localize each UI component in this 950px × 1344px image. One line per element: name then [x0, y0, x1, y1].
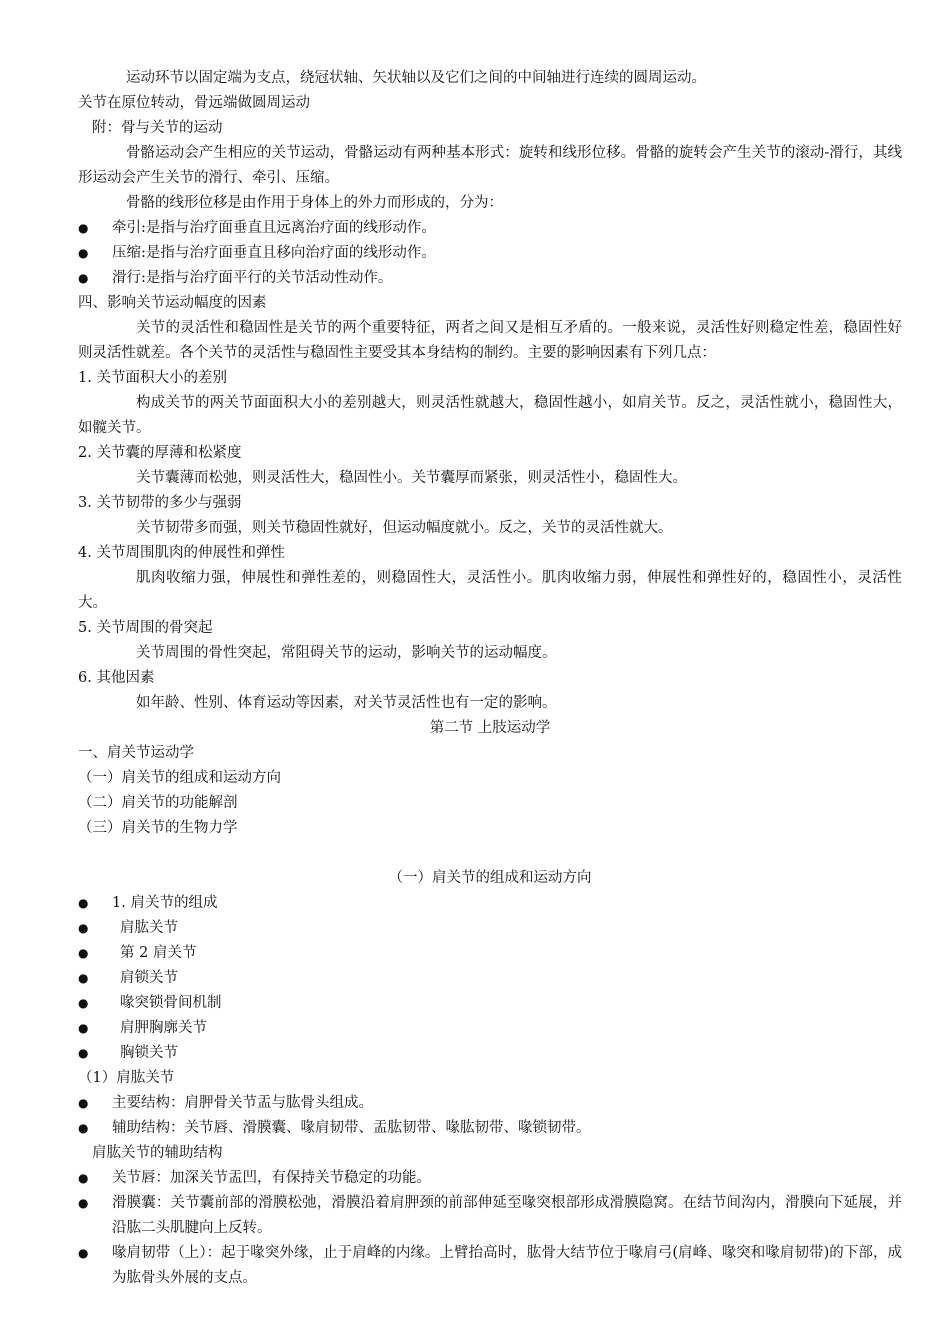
bullet-item: ● 肩锁关节	[78, 966, 902, 991]
factor-title: 2. 关节囊的厚薄和松紧度	[78, 445, 242, 461]
factor-title: 1. 关节面积大小的差别	[78, 370, 227, 386]
factor-title: 3. 关节韧带的多少与强弱	[78, 495, 242, 511]
bullet-item: ● 喙肩韧带（上）：起于喙突外缘，止于肩峰的内缘。上臂抬高时，肱骨大结节位于喙肩弓(肩峰、喙突和喙肩韧带)的下部，成为肱骨头外展的支点。	[78, 1241, 902, 1291]
section-title: 第二节 上肢运动学	[429, 720, 551, 736]
bullet-item: ● 肩胛胸廓关节	[78, 1016, 902, 1041]
factor-text: 关节囊薄而松弛，则灵活性大，稳固性小。关节囊厚而紧张，则灵活性小，稳固性大。	[136, 470, 687, 486]
center-title: （一）肩关节的组成和运动方向	[388, 870, 592, 886]
factor-title: 4. 关节周围肌肉的伸展性和弹性	[78, 545, 285, 561]
spacer	[78, 841, 902, 866]
bullet-item: ● 主要结构：肩胛骨关节盂与肱骨头组成。	[78, 1091, 902, 1116]
paragraph: 骨骼运动会产生相应的关节运动，骨骼运动有两种基本形式：旋转和线形位移。骨骼的旋转会产生关节的滚动-滑行，其线形运动会产生关节的滑行、牵引、压缩。	[78, 145, 902, 186]
text-line: 关节在原位转动，骨远端做圆周运动	[78, 95, 310, 111]
paragraph: 关节的灵活性和稳固性是关节的两个重要特征，两者之间又是相互矛盾的。一般来说，灵活性好则稳定性差，稳固性好则灵活性就差。各个关节的灵活性与稳固性主要受其本身结构的制约。主要的影响因素有下列几点：	[78, 320, 902, 361]
factor-title: 5. 关节周围的骨突起	[78, 620, 213, 636]
bullet-item: ● 第 2 肩关节	[78, 941, 902, 966]
document-page	[78, 66, 902, 1291]
factor-text: 肌肉收缩力强，伸展性和弹性差的，则稳固性大，灵活性小。肌肉收缩力弱，伸展性和弹性好的，稳固性小，灵活性大。	[78, 570, 902, 611]
bullet-item: ● 压缩:是指与治疗面垂直且移向治疗面的线形动作。	[78, 241, 902, 266]
bullet-item: ● 滑行:是指与治疗面平行的关节活动性动作。	[78, 266, 902, 291]
factor-title: 6. 其他因素	[78, 670, 155, 686]
bullet-item: ● 牵引:是指与治疗面垂直且远离治疗面的线形动作。	[78, 216, 902, 241]
factor-text: 关节韧带多而强，则关节稳固性就好，但运动幅度就小。反之，关节的灵活性就大。	[136, 520, 673, 536]
text-line: 运动环节以固定端为支点，绕冠状轴、矢状轴以及它们之间的中间轴进行连续的圆周运动。	[126, 70, 706, 86]
factor-text: 关节周围的骨性突起，常阻碍关节的运动，影响关节的运动幅度。	[136, 645, 557, 661]
bullet-item: ● 喙突锁骨间机制	[78, 991, 902, 1016]
sub-heading: 一、肩关节运动学	[78, 745, 194, 761]
sub-heading: 肩肱关节的辅助结构	[92, 1145, 223, 1161]
annex-title: 附：骨与关节的运动	[92, 120, 223, 136]
factor-text: 如年龄、性别、体育运动等因素，对关节灵活性也有一定的影响。	[136, 695, 557, 711]
bullet-item: ● 1. 肩关节的组成	[78, 891, 902, 916]
factor-text: 构成关节的两关节面面积大小的差别越大，则灵活性就越大，稳固性越小，如肩关节。反之，灵活性就小，稳固性大，如髋关节。	[78, 395, 902, 436]
bullet-item: ● 关节唇：加深关节盂凹，有保持关节稳定的功能。	[78, 1166, 902, 1191]
toc-item: （二）肩关节的功能解剖	[78, 795, 238, 811]
sub-heading: （1）肩肱关节	[78, 1070, 175, 1086]
bullet-item: ● 辅助结构：关节唇、滑膜囊、喙肩韧带、盂肱韧带、喙肱韧带、喙锁韧带。	[78, 1116, 902, 1141]
bullet-item: ● 滑膜囊：关节囊前部的滑膜松弛，滑膜沿着肩胛颈的前部伸延至喙突根部形成滑膜隐窝。在结节间沟内，滑膜向下延展，并沿肱二头肌腱向上反转。	[78, 1191, 902, 1241]
section-heading: 四、影响关节运动幅度的因素	[78, 295, 267, 311]
toc-item: （三）肩关节的生物力学	[78, 820, 238, 836]
bullet-item: ● 胸锁关节	[78, 1041, 902, 1066]
bullet-item: ● 肩肱关节	[78, 916, 902, 941]
toc-item: （一）肩关节的组成和运动方向	[78, 770, 281, 786]
paragraph: 骨骼的线形位移是由作用于身体上的外力而形成的，分为：	[126, 195, 503, 211]
